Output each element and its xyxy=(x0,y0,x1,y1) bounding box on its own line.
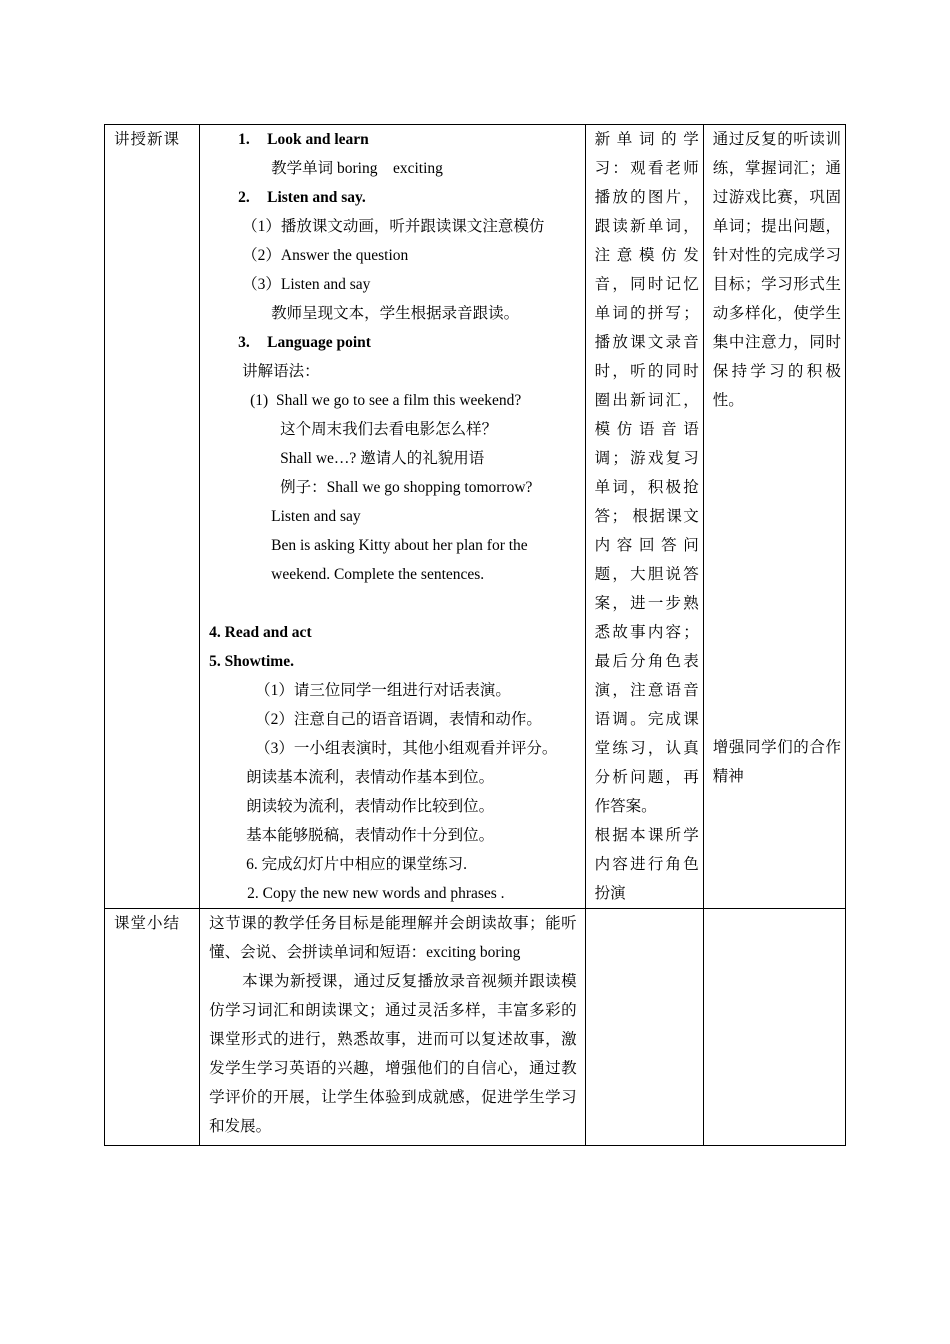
homework-line: 2. Copy the new new words and phrases . xyxy=(247,885,505,902)
list-item: （3）Listen and say xyxy=(242,276,371,293)
summary-paragraph-1: 这节课的教学任务目标是能理解并会朗读故事；能听懂、会说、会拼读单词和短语：exciting boring xyxy=(209,915,577,961)
grammar-heading: 讲解语法： xyxy=(242,363,320,380)
spacer xyxy=(713,415,841,733)
design-purpose-cell xyxy=(703,125,845,909)
vocab-line: 教学单词 boring exciting xyxy=(271,160,443,177)
summary-cell xyxy=(200,909,586,1146)
section-look-and-learn: 1. Look and learn xyxy=(238,131,369,148)
row-label-summary: 课堂小结 xyxy=(105,909,200,1146)
section-showtime: 5. Showtime. xyxy=(209,653,294,670)
example-head: (1) Shall we go to see a film this weekend? xyxy=(250,392,522,409)
list-item: （2）注意自己的语音语调，表情和动作。 xyxy=(255,711,542,728)
teacher-note: 教师呈现文本，学生根据录音跟读。 xyxy=(271,305,520,322)
practice-line: weekend. Complete the sentences. xyxy=(271,566,485,583)
student-activity-cell xyxy=(585,125,703,909)
design-purpose-extra: 增强同学们的合作精神 xyxy=(712,739,841,785)
practice-line: Ben is asking Kitty about her plan for the xyxy=(271,537,528,554)
exercise-line: 6. 完成幻灯片中相应的课堂练习. xyxy=(246,856,468,873)
summary-paragraph-2: 本课为新授课，通过反复播放录音视频并跟读模仿学习词汇和朗读课文；通过灵活多样，丰富多彩的课堂形式的进行，熟悉故事，进而可以复述故事，激发学生学习英语的兴趣，增强他们的自信心，通过教学评价的开展，让学生体验到成就感，促进学生学习和发展。 xyxy=(209,973,577,1135)
teaching-content-cell xyxy=(200,125,586,909)
score-criterion: 朗读基本流利，表情动作基本到位。 xyxy=(246,769,495,786)
example-line: 例子：Shall we go shopping tomorrow? xyxy=(280,479,533,496)
score-criterion: 朗读较为流利，表情动作比较到位。 xyxy=(246,798,495,815)
lesson-plan-table xyxy=(104,124,846,1146)
example-line: 这个周末我们去看电影怎么样？ xyxy=(280,421,498,438)
table-row xyxy=(105,909,846,1146)
design-purpose-text: 通过反复的听读训练，掌握词汇；通过游戏比赛，巩固单词；提出问题，针对性的完成学习目标；学习形式生动多样化，使学生集中注意力，同时保持学习的积极性。 xyxy=(712,131,841,409)
section-listen-and-say: 2. Listen and say. xyxy=(238,189,366,206)
student-activity-text: 新单词的学习：观看老师播放的图片，跟读新单词，注意模仿发音，同时记忆单词的拼写；播放课文录音时，听的同时圈出新词汇，模仿语音语调；游戏复习单词，积极抢答； 根据课文内容回答问题，大胆说答案，进一步熟悉故事内容；最后分角色表演，注意语音语调。完成课堂练习，认真分析问题，再作答案。 xyxy=(594,131,699,815)
example-line: Shall we…? 邀请人的礼貌用语 xyxy=(280,450,485,467)
score-criterion: 基本能够脱稿，表情动作十分到位。 xyxy=(246,827,495,844)
list-item: （1）请三位同学一组进行对话表演。 xyxy=(255,682,511,699)
student-activity-extra: 根据本课所学内容进行角色扮演 xyxy=(594,827,699,902)
list-item: （2）Answer the question xyxy=(242,247,409,264)
row-label-teaching: 讲授新课 xyxy=(105,125,200,909)
section-read-and-act: 4. Read and act xyxy=(209,624,312,641)
table-row xyxy=(105,125,846,909)
spacer xyxy=(209,589,579,618)
summary-purpose-cell xyxy=(703,909,845,1146)
list-item: （3）一小组表演时，其他小组观看并评分。 xyxy=(255,740,558,757)
summary-student-cell xyxy=(585,909,703,1146)
section-language-point: 3. Language point xyxy=(238,334,371,351)
practice-line: Listen and say xyxy=(271,508,361,525)
list-item: （1）播放课文动画，听并跟读课文注意模仿 xyxy=(242,218,545,235)
